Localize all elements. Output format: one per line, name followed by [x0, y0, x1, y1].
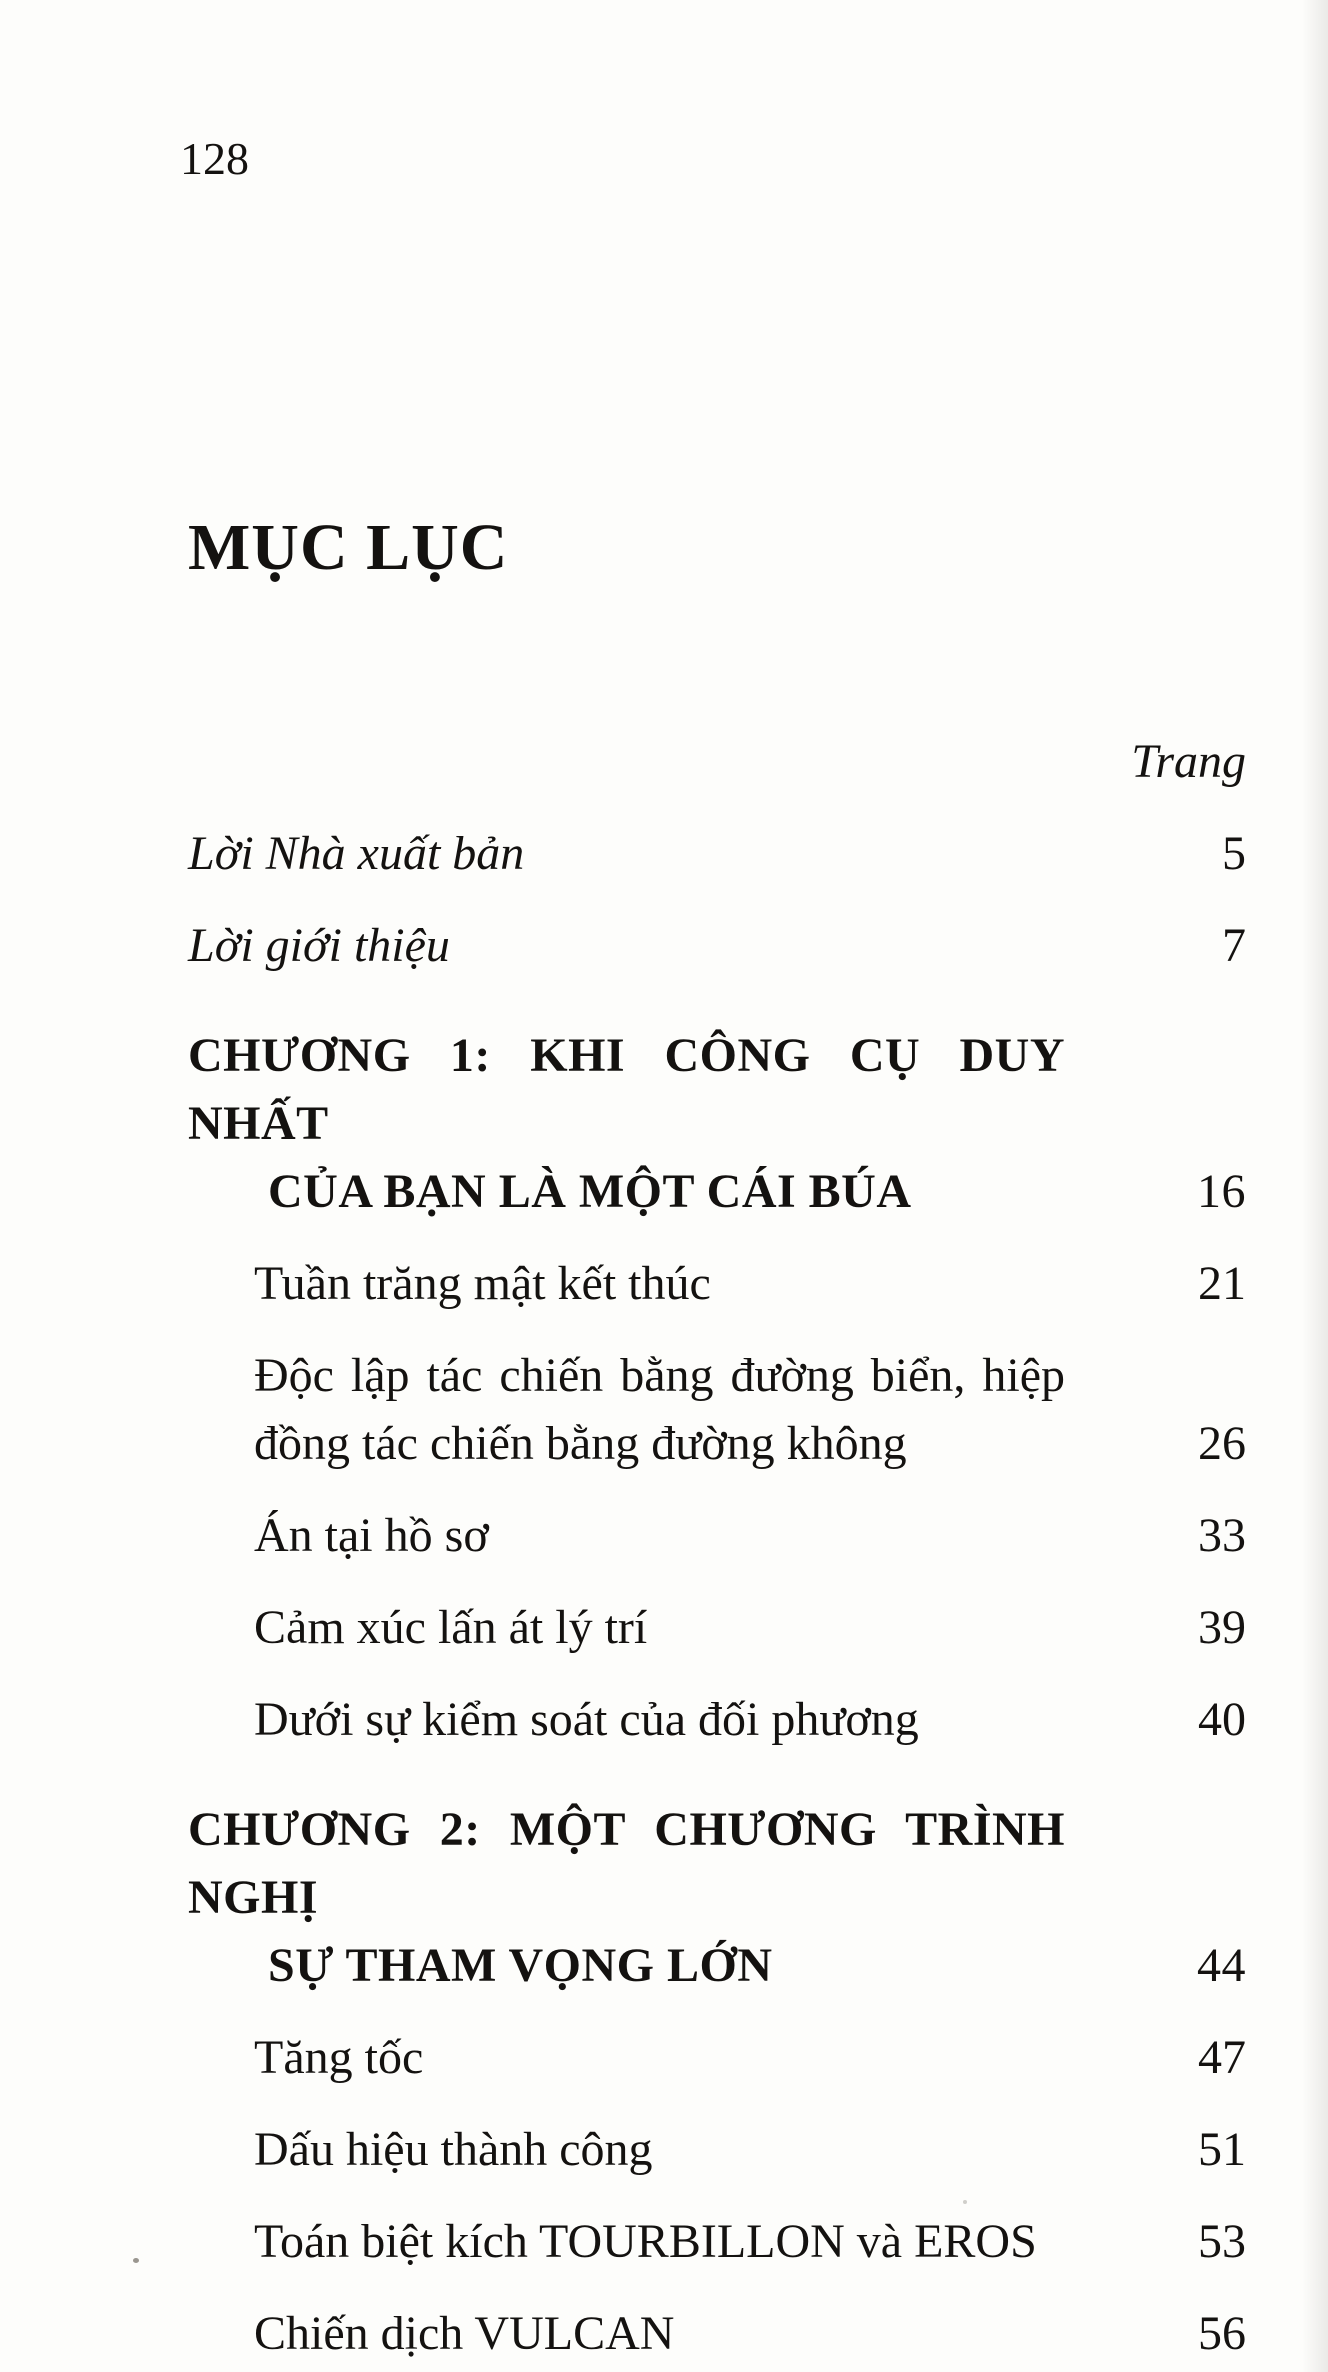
- toc-entry-line: CỦA BẠN LÀ MỘT CÁI BÚA: [268, 1165, 912, 1218]
- toc-entry-line: Chiến dịch VULCAN: [254, 2307, 675, 2360]
- toc-entry-line: Án tại hồ sơ: [254, 1509, 489, 1562]
- toc-entry-page-number: 21: [1198, 1257, 1246, 1310]
- toc-entry: [188, 912, 1246, 980]
- toc-entry-title: [188, 1796, 1065, 2000]
- toc-title: MỤC LỤC: [188, 511, 509, 584]
- toc-entry-page-number: 16: [1197, 1165, 1246, 1218]
- toc-entry-line: Tăng tốc: [254, 2031, 424, 2084]
- toc-entry-page-number: 5: [1222, 827, 1246, 880]
- toc-entry-page-number: 51: [1198, 2123, 1246, 2176]
- toc-entry-line: Dấu hiệu thành công: [254, 2123, 653, 2176]
- toc-entry: [188, 1686, 1246, 1754]
- toc-list: [188, 820, 1246, 2368]
- toc-entry-line: SỰ THAM VỌNG LỚN: [268, 1939, 773, 1992]
- toc-entry: [188, 820, 1246, 888]
- toc-entry-title: [254, 2208, 1065, 2276]
- toc-entry: [188, 1594, 1246, 1662]
- toc-entry-page-number: 39: [1198, 1601, 1246, 1654]
- toc-entry-page-number: 40: [1198, 1693, 1246, 1746]
- toc-entry-page-number: 53: [1198, 2215, 1246, 2268]
- toc-entry-line: Cảm xúc lấn át lý trí: [254, 1601, 648, 1654]
- toc-entry-title: [254, 1686, 1065, 1754]
- toc-entry-title: [188, 820, 1065, 888]
- toc-entry-title: [254, 1342, 1065, 1478]
- toc-entry-title: [254, 2300, 1065, 2368]
- toc-entry: [188, 1250, 1246, 1318]
- toc-entry-title: [254, 1250, 1065, 1318]
- toc-entry-page-number: 26: [1198, 1417, 1246, 1470]
- toc-entry-line: Lời Nhà xuất bản: [188, 827, 525, 880]
- toc-entry-page-number: 47: [1198, 2031, 1246, 2084]
- toc-entry: [188, 1022, 1246, 1226]
- page-column-header: Trang: [1131, 735, 1246, 788]
- toc-entry-line: CHƯƠNG 2: MỘT CHƯƠNG TRÌNH NGHỊ: [188, 1803, 1065, 1924]
- toc-entry-line: đồng tác chiến bằng đường không: [254, 1417, 907, 1470]
- page-folio-number: 128: [180, 133, 249, 184]
- toc-entry-title: [188, 912, 1065, 980]
- toc-entry: [188, 2300, 1246, 2368]
- scan-speck: [963, 2200, 967, 2204]
- toc-entry: [188, 2024, 1246, 2092]
- toc-entry-line: Lời giới thiệu: [188, 919, 450, 972]
- toc-entry: [188, 1796, 1246, 2000]
- toc-entry-title: [254, 1594, 1065, 1662]
- toc-entry-page-number: 56: [1198, 2307, 1246, 2360]
- toc-entry: [188, 2208, 1246, 2276]
- toc-entry-title: [188, 1022, 1065, 1226]
- toc-entry-line: Tuần trăng mật kết thúc: [254, 1257, 711, 1310]
- toc-entry-title: [254, 2116, 1065, 2184]
- toc-entry: [188, 1342, 1246, 1478]
- toc-entry-line: CHƯƠNG 1: KHI CÔNG CỤ DUY NHẤT: [188, 1029, 1065, 1150]
- toc-entry-page-number: 33: [1198, 1509, 1246, 1562]
- toc-entry-line: Độc lập tác chiến bằng đường biển, hiệp: [254, 1349, 1065, 1402]
- toc-entry: [188, 1502, 1246, 1570]
- table-of-contents: [188, 508, 1246, 2368]
- toc-entry-page-number: 7: [1222, 919, 1246, 972]
- scan-edge-shadow: [1302, 0, 1328, 2372]
- toc-entry-title: [254, 2024, 1065, 2092]
- toc-entry-page-number: 44: [1197, 1939, 1246, 1992]
- toc-entry-line: Toán biệt kích TOURBILLON và EROS: [254, 2215, 1037, 2268]
- scan-speck: [133, 2258, 139, 2263]
- toc-entry: [188, 2116, 1246, 2184]
- toc-entry-title: [254, 1502, 1065, 1570]
- toc-entry-line: Dưới sự kiểm soát của đối phương: [254, 1693, 919, 1746]
